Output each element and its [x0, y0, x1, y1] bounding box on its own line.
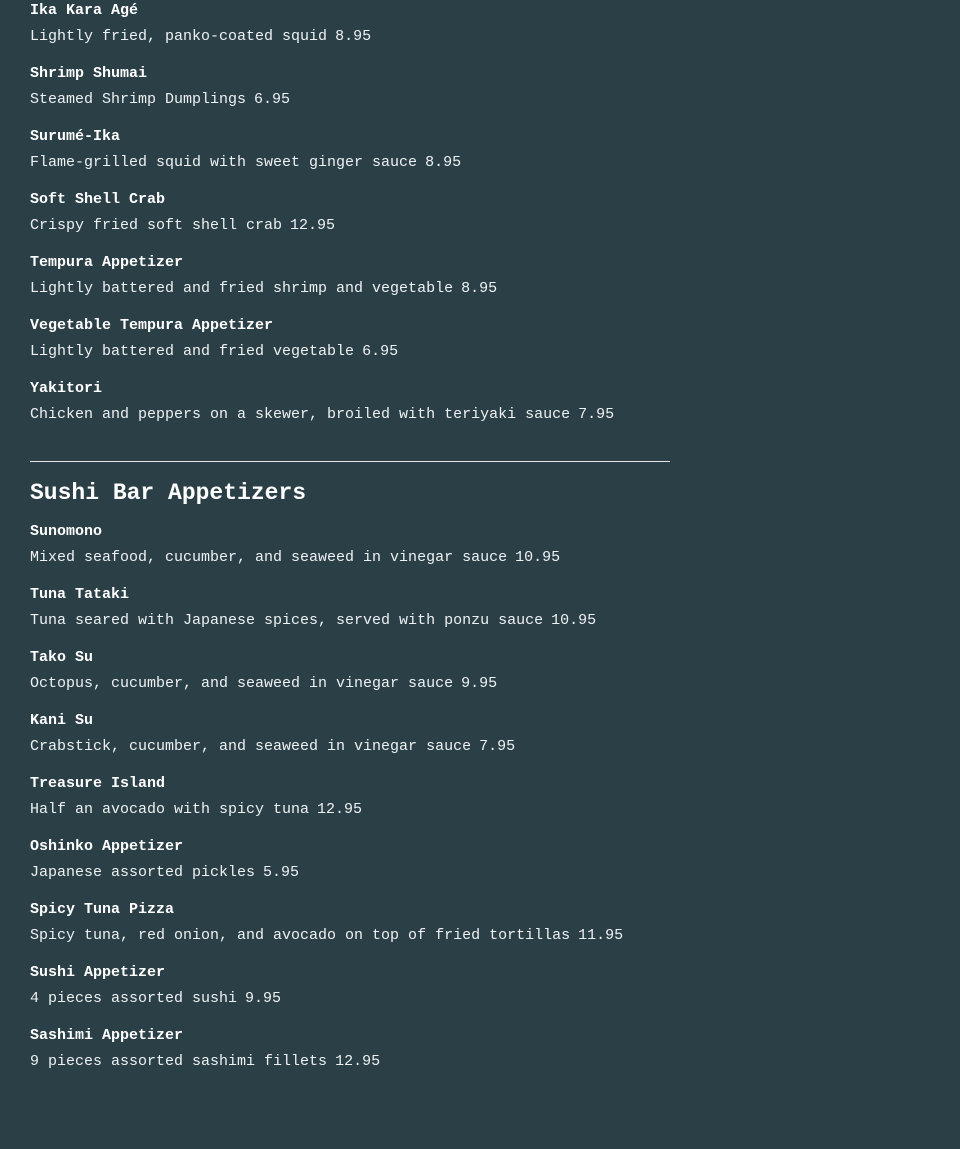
section-divider — [30, 461, 670, 462]
menu-item-price: 10.95 — [551, 612, 597, 629]
menu-item-desc-text: 9 pieces assorted sashimi fillets — [30, 1053, 328, 1070]
menu-item — [30, 838, 670, 882]
menu-item-price: 9.95 — [461, 675, 498, 692]
menu-item-desc-text: Spicy tuna, red onion, and avocado on top of fried tortillas — [30, 927, 571, 944]
menu-item-price: 8.95 — [461, 280, 498, 297]
menu-item-name: Surumé-Ika — [30, 128, 121, 145]
menu-item-name: Tuna Tataki — [30, 586, 130, 603]
menu-item-name: Oshinko Appetizer — [30, 838, 184, 855]
menu-item-description — [30, 864, 670, 882]
menu-item-price: 8.95 — [425, 154, 462, 171]
menu-item-desc-text: Steamed Shrimp Dumplings — [30, 91, 247, 108]
menu-item-name: Yakitori — [30, 380, 103, 397]
menu-section-sushi-bar-appetizers — [30, 480, 670, 1071]
menu-item-price: 8.95 — [335, 28, 372, 45]
menu-item-name: Treasure Island — [30, 775, 166, 792]
menu-item-description — [30, 343, 670, 361]
menu-item — [30, 317, 670, 361]
menu-item — [30, 65, 670, 109]
menu-item-price: 7.95 — [578, 406, 615, 423]
menu-item-desc-text: Crispy fried soft shell crab — [30, 217, 283, 234]
menu-item — [30, 964, 670, 1008]
section-title: Sushi Bar Appetizers — [30, 480, 307, 506]
menu-item-name: Vegetable Tempura Appetizer — [30, 317, 274, 334]
menu-item-description — [30, 406, 670, 424]
menu-item — [30, 901, 670, 945]
menu-item-name: Ika Kara Agé — [30, 2, 139, 19]
menu-item-name: Spicy Tuna Pizza — [30, 901, 175, 918]
menu-item — [30, 2, 670, 46]
menu-item-name: Sushi Appetizer — [30, 964, 166, 981]
menu-item — [30, 586, 670, 630]
menu-item-name: Tako Su — [30, 649, 94, 666]
menu-item-desc-text: Half an avocado with spicy tuna — [30, 801, 310, 818]
menu-item — [30, 191, 670, 235]
menu-item — [30, 775, 670, 819]
menu-item-description — [30, 280, 670, 298]
menu-item-name: Tempura Appetizer — [30, 254, 184, 271]
menu-item-name: Soft Shell Crab — [30, 191, 166, 208]
menu-item-desc-text: Chicken and peppers on a skewer, broiled with teriyaki sauce — [30, 406, 571, 423]
menu-item-description — [30, 1053, 670, 1071]
menu-item-price: 5.95 — [263, 864, 300, 881]
menu-item-price: 12.95 — [335, 1053, 381, 1070]
menu-section-appetizers — [30, 0, 670, 424]
menu-item — [30, 523, 670, 567]
menu-item-desc-text: Lightly battered and fried vegetable — [30, 343, 355, 360]
menu-item-description — [30, 217, 670, 235]
menu-item-description — [30, 28, 670, 46]
menu-item — [30, 128, 670, 172]
menu-item-price: 10.95 — [515, 549, 561, 566]
menu-item — [30, 649, 670, 693]
menu-item-price: 9.95 — [245, 990, 282, 1007]
menu-item-price: 6.95 — [362, 343, 399, 360]
menu-item-description — [30, 549, 670, 567]
menu-item-desc-text: Flame-grilled squid with sweet ginger sauce — [30, 154, 418, 171]
menu-item-name: Kani Su — [30, 712, 94, 729]
menu-item-desc-text: Octopus, cucumber, and seaweed in vinegar sauce — [30, 675, 454, 692]
menu-item-desc-text: Japanese assorted pickles — [30, 864, 256, 881]
menu-item — [30, 712, 670, 756]
menu-item-price: 12.95 — [290, 217, 336, 234]
menu-item — [30, 254, 670, 298]
menu-item-name: Sunomono — [30, 523, 103, 540]
menu-item-desc-text: Lightly battered and fried shrimp and vegetable — [30, 280, 454, 297]
menu-item-description — [30, 990, 670, 1008]
menu-item-desc-text: Crabstick, cucumber, and seaweed in vinegar sauce — [30, 738, 472, 755]
menu-item-desc-text: 4 pieces assorted sushi — [30, 990, 238, 1007]
menu-item — [30, 380, 670, 424]
menu-item-desc-text: Tuna seared with Japanese spices, served with ponzu sauce — [30, 612, 544, 629]
menu-item-name: Shrimp Shumai — [30, 65, 148, 82]
menu-item-name: Sashimi Appetizer — [30, 1027, 184, 1044]
menu-item — [30, 1027, 670, 1071]
menu-item-description — [30, 612, 670, 630]
menu-item-price: 11.95 — [578, 927, 624, 944]
menu-item-desc-text: Mixed seafood, cucumber, and seaweed in vinegar sauce — [30, 549, 508, 566]
menu-item-description — [30, 927, 670, 945]
menu-item-description — [30, 154, 670, 172]
menu-item-description — [30, 738, 670, 756]
menu-item-description — [30, 675, 670, 693]
menu-item-desc-text: Lightly fried, panko-coated squid — [30, 28, 328, 45]
menu-item-description — [30, 91, 670, 109]
menu-item-description — [30, 801, 670, 819]
menu-item-price: 6.95 — [254, 91, 291, 108]
menu-item-price: 12.95 — [317, 801, 363, 818]
menu-item-price: 7.95 — [479, 738, 516, 755]
